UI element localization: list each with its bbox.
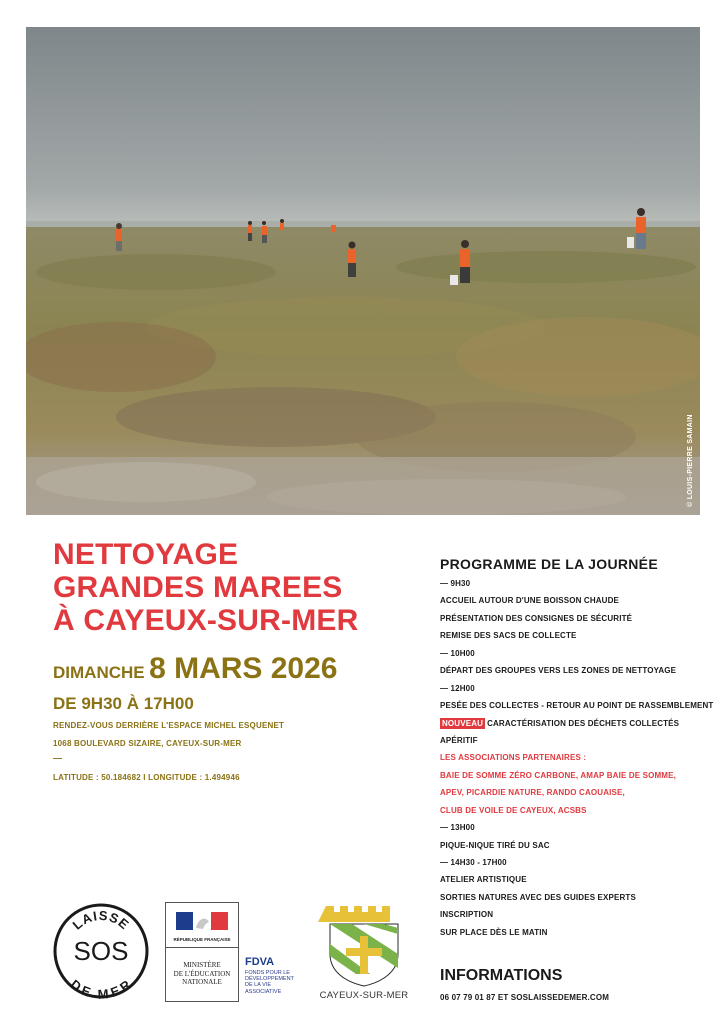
marianne-flag-icon (176, 912, 228, 930)
volunteer (248, 221, 252, 241)
fdva-subtitle (245, 970, 307, 995)
volunteer (348, 242, 356, 278)
program-line: REMISE DES SACS DE COLLECTE (440, 631, 577, 641)
cayeux-logo (318, 900, 410, 1004)
program-line: PESÉE DES COLLECTES - RETOUR AU POINT DE RASSEMBLEMENT (440, 701, 714, 711)
ministry-logo (165, 902, 239, 1002)
fdva-line: DÉVELOPPEMENT (245, 976, 294, 983)
info-title: INFORMATIONS (440, 967, 563, 984)
program-line: — 9H30 (440, 579, 471, 588)
fdva-logo-title: FDVA (245, 956, 275, 968)
program-line: SUR PLACE DÈS LE MATIN (440, 927, 548, 937)
logo-text-middle: SOS (73, 936, 129, 966)
event-day: DIMANCHE (53, 663, 145, 682)
fdva-line: FONDS POUR LE (245, 970, 290, 976)
event-date (53, 652, 338, 686)
program-line-text: CARACTÉRISATION DES DÉCHETS COLLECTÉS (487, 718, 680, 728)
coat-of-arms-icon (318, 900, 410, 988)
cayeux-name: CAYEUX-SUR-MER (319, 990, 409, 1001)
photo-credit: © LOUIS-PIERRE SAMAIN (687, 414, 694, 507)
separator-dash: — (53, 753, 62, 763)
fdva-line: ASSOCIATIVE (245, 988, 282, 995)
partners-heading: LES ASSOCIATIONS PARTENAIRES : (440, 753, 587, 763)
title-line: NETTOYAGE (53, 538, 239, 571)
program-line: — 14H30 - 17H00 (440, 858, 507, 867)
ministry-name (168, 961, 236, 987)
program-line (440, 715, 720, 732)
republic-label: RÉPUBLIQUE FRANÇAISE (173, 937, 231, 942)
address: 1068 BOULEVARD SIZAIRE, CAYEUX-SUR-MER (53, 739, 242, 748)
title-line: GRANDES MAREES (53, 571, 343, 604)
program-line: INSCRIPTION (440, 910, 494, 920)
beach-cleanup-scene (26, 27, 700, 515)
program-line: PIQUE-NIQUE TIRÉ DU SAC (440, 840, 550, 850)
logo-text-bottom: DE MER (67, 976, 135, 1000)
program-line: — 12H00 (440, 683, 475, 693)
program-line: ACCUEIL AUTOUR D'UNE BOISSON CHAUDE (440, 596, 620, 606)
program-line: — 13H00 (440, 823, 475, 833)
ministry-line: NATIONALE (182, 978, 222, 986)
meeting-point: RENDEZ-VOUS DERRIÈRE L'ESPACE MICHEL ESQUENET (53, 721, 285, 730)
fdva-line: DE LA VIE (245, 982, 271, 989)
program-list (440, 575, 720, 941)
event-date-value: 8 MARS 2026 (149, 652, 338, 685)
partners-line: APEV, PICARDIE NATURE, RANDO CAOUAISE, (440, 788, 625, 798)
new-badge: NOUVEAU (442, 718, 484, 728)
program-line: — 10H00 (440, 648, 475, 658)
volunteer (116, 223, 122, 251)
program-line: SORTIES NATURES AVEC DES GUIDES EXPERTS (440, 892, 636, 902)
divider (166, 947, 238, 948)
hero-photo (26, 27, 700, 515)
event-title (53, 538, 358, 637)
logo-text-top: LAISSE (69, 907, 133, 933)
event-hours: DE 9H30 À 17H00 (53, 694, 194, 713)
partners-line: BAIE DE SOMME ZÉRO CARBONE, AMAP BAIE DE SOMME, (440, 770, 676, 780)
program-line: APÉRITIF (440, 735, 478, 745)
ministry-line: DE L'ÉDUCATION (173, 969, 231, 978)
ministry-fdva-logos (165, 902, 303, 1002)
program-line: PRÉSENTATION DES CONSIGNES DE SÉCURITÉ (440, 613, 633, 623)
gps-coordinates: LATITUDE : 50.184682 I LONGITUDE : 1.494946 (53, 773, 240, 782)
info-contact: 06 07 79 01 87 ET SOSLAISSEDEMER.COM (440, 993, 610, 1002)
program-title: PROGRAMME DE LA JOURNÉE (440, 556, 658, 572)
volunteer (331, 225, 336, 232)
sos-laisse-de-mer-logo (52, 902, 150, 1000)
title-line: À CAYEUX-SUR-MER (53, 604, 359, 637)
ministry-line: MINISTÈRE (183, 961, 221, 969)
volunteer (280, 219, 284, 230)
partners-line: CLUB DE VOILE DE CAYEUX, ACSBS (440, 805, 587, 815)
program-line: ATELIER ARTISTIQUE (440, 875, 527, 885)
program-line: DÉPART DES GROUPES VERS LES ZONES DE NETTOYAGE (440, 666, 677, 676)
